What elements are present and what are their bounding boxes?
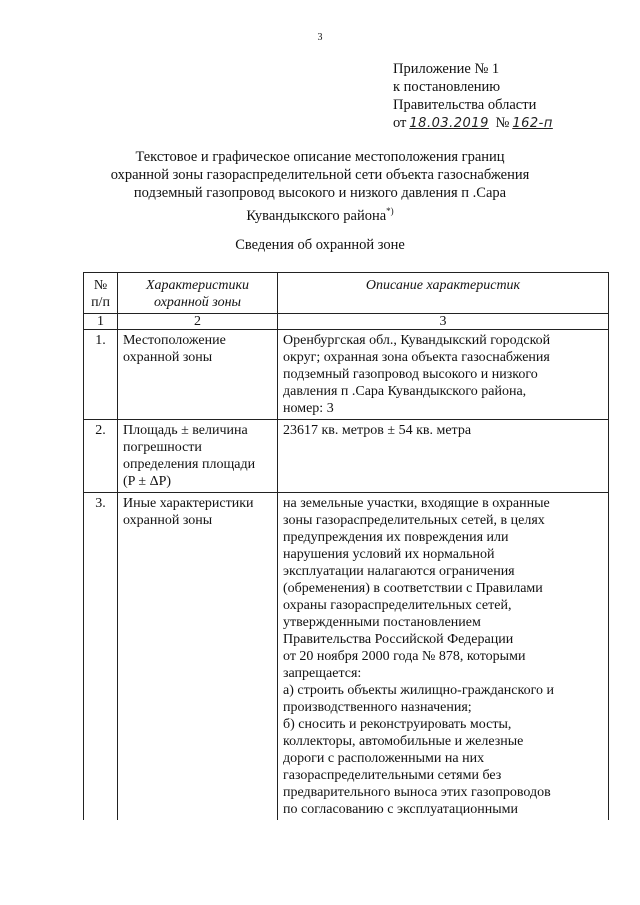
description-line: Правительства Российской Федерации	[283, 632, 514, 647]
description-line: предупреждения их повреждения или	[283, 530, 509, 545]
description-line: (обременения) в соответствии с Правилами	[283, 581, 543, 596]
row-characteristic	[118, 330, 278, 420]
title-line-1: Текстовое и графическое описание местоположения границ	[135, 149, 505, 165]
appendix-line-1: Приложение № 1	[393, 61, 500, 77]
column-number-1: 1	[84, 314, 118, 330]
characteristic-line: погрешности	[123, 440, 202, 455]
document-title	[80, 148, 560, 225]
table-row	[84, 420, 609, 493]
table-row	[84, 493, 609, 821]
description-line: б) сносить и реконструировать мосты,	[283, 717, 512, 732]
table-header-row	[84, 273, 609, 314]
description-line: округ; охранная зона объекта газоснабжения	[283, 350, 550, 365]
description-line: Оренбургская обл., Кувандыкский городской	[283, 333, 551, 348]
description-line: подземный газопровод высокого и низкого	[283, 367, 538, 382]
row-number: 1.	[84, 330, 118, 420]
protection-zone-table	[83, 272, 609, 820]
row-number: 2.	[84, 420, 118, 493]
description-line: зоны газораспределительных сетей, в целях	[283, 513, 545, 528]
title-line-4-text: Кувандыкского района	[246, 207, 387, 224]
description-line: газораспределительными сетями без	[283, 768, 502, 783]
column-number-row	[84, 314, 609, 330]
number-prefix: №	[495, 115, 510, 131]
description-line: дороги с расположенными на них	[283, 751, 485, 766]
header-number-line-2: п/п	[91, 295, 110, 310]
title-line-3: подземный газопровод высокого и низкого давления п .Сара	[133, 185, 507, 201]
row-description	[278, 420, 609, 493]
description-line: на земельные участки, входящие в охранные	[283, 496, 550, 511]
description-line: а) строить объекты жилищно-гражданского и	[283, 683, 554, 698]
characteristic-line: охранной зоны	[123, 513, 213, 528]
header-number-line-1: №	[93, 278, 108, 293]
description-line: запрещается:	[283, 666, 362, 681]
header-description: Описание характеристик	[278, 273, 609, 314]
row-characteristic	[118, 420, 278, 493]
header-characteristic-line-1: Характеристики	[145, 278, 250, 293]
description-line: давления п .Сара Кувандыкского района,	[283, 384, 527, 399]
table-row	[84, 330, 609, 420]
row-characteristic	[118, 493, 278, 821]
description-line: 23617 кв. метров ± 54 кв. метра	[283, 423, 472, 438]
column-number-2: 2	[118, 314, 278, 330]
description-line: утвержденными постановлением	[283, 615, 481, 630]
characteristic-line: Местоположение	[123, 333, 226, 348]
description-line: по согласованию с эксплуатационными	[283, 802, 518, 817]
row-number: 3.	[84, 493, 118, 821]
page-number: 3	[317, 32, 323, 43]
description-line: номер: 3	[283, 401, 334, 416]
appendix-date-line	[393, 114, 623, 133]
header-characteristic	[118, 273, 278, 314]
row-description	[278, 493, 609, 821]
description-line: эксплуатации налагаются ограничения	[283, 564, 515, 579]
section-title: Сведения об охранной зоне	[235, 237, 405, 253]
description-line: производственного назначения;	[283, 700, 472, 715]
handwritten-number: 162-п	[512, 116, 553, 131]
appendix-line-2: к постановлению	[393, 79, 501, 95]
appendix-line-3: Правительства области	[393, 97, 537, 113]
row-description	[278, 330, 609, 420]
characteristic-line: определения площади	[123, 457, 256, 472]
handwritten-date: 18.03.2019	[409, 116, 489, 131]
footnote-mark: *)	[386, 206, 394, 216]
title-line-4	[80, 202, 560, 225]
appendix-block	[393, 60, 623, 133]
title-line-2: охранной зоны газораспределительной сети объекта газоснабжения	[110, 167, 530, 183]
characteristic-line: Иные характеристики	[123, 496, 254, 511]
characteristic-line: (P ± ΔP)	[123, 474, 172, 489]
description-line: охраны газораспределительных сетей,	[283, 598, 512, 613]
column-number-3: 3	[278, 314, 609, 330]
header-characteristic-line-2: охранной зоны	[153, 295, 242, 310]
characteristic-line: Площадь ± величина	[123, 423, 248, 438]
description-line: коллекторы, автомобильные и железные	[283, 734, 524, 749]
description-line: предварительного выноса этих газопроводов	[283, 785, 551, 800]
date-prefix: от	[393, 115, 407, 131]
characteristic-line: охранной зоны	[123, 350, 213, 365]
description-line: от 20 ноября 2000 года № 878, которыми	[283, 649, 526, 664]
description-line: нарушения условий их нормальной	[283, 547, 495, 562]
header-number	[84, 273, 118, 314]
